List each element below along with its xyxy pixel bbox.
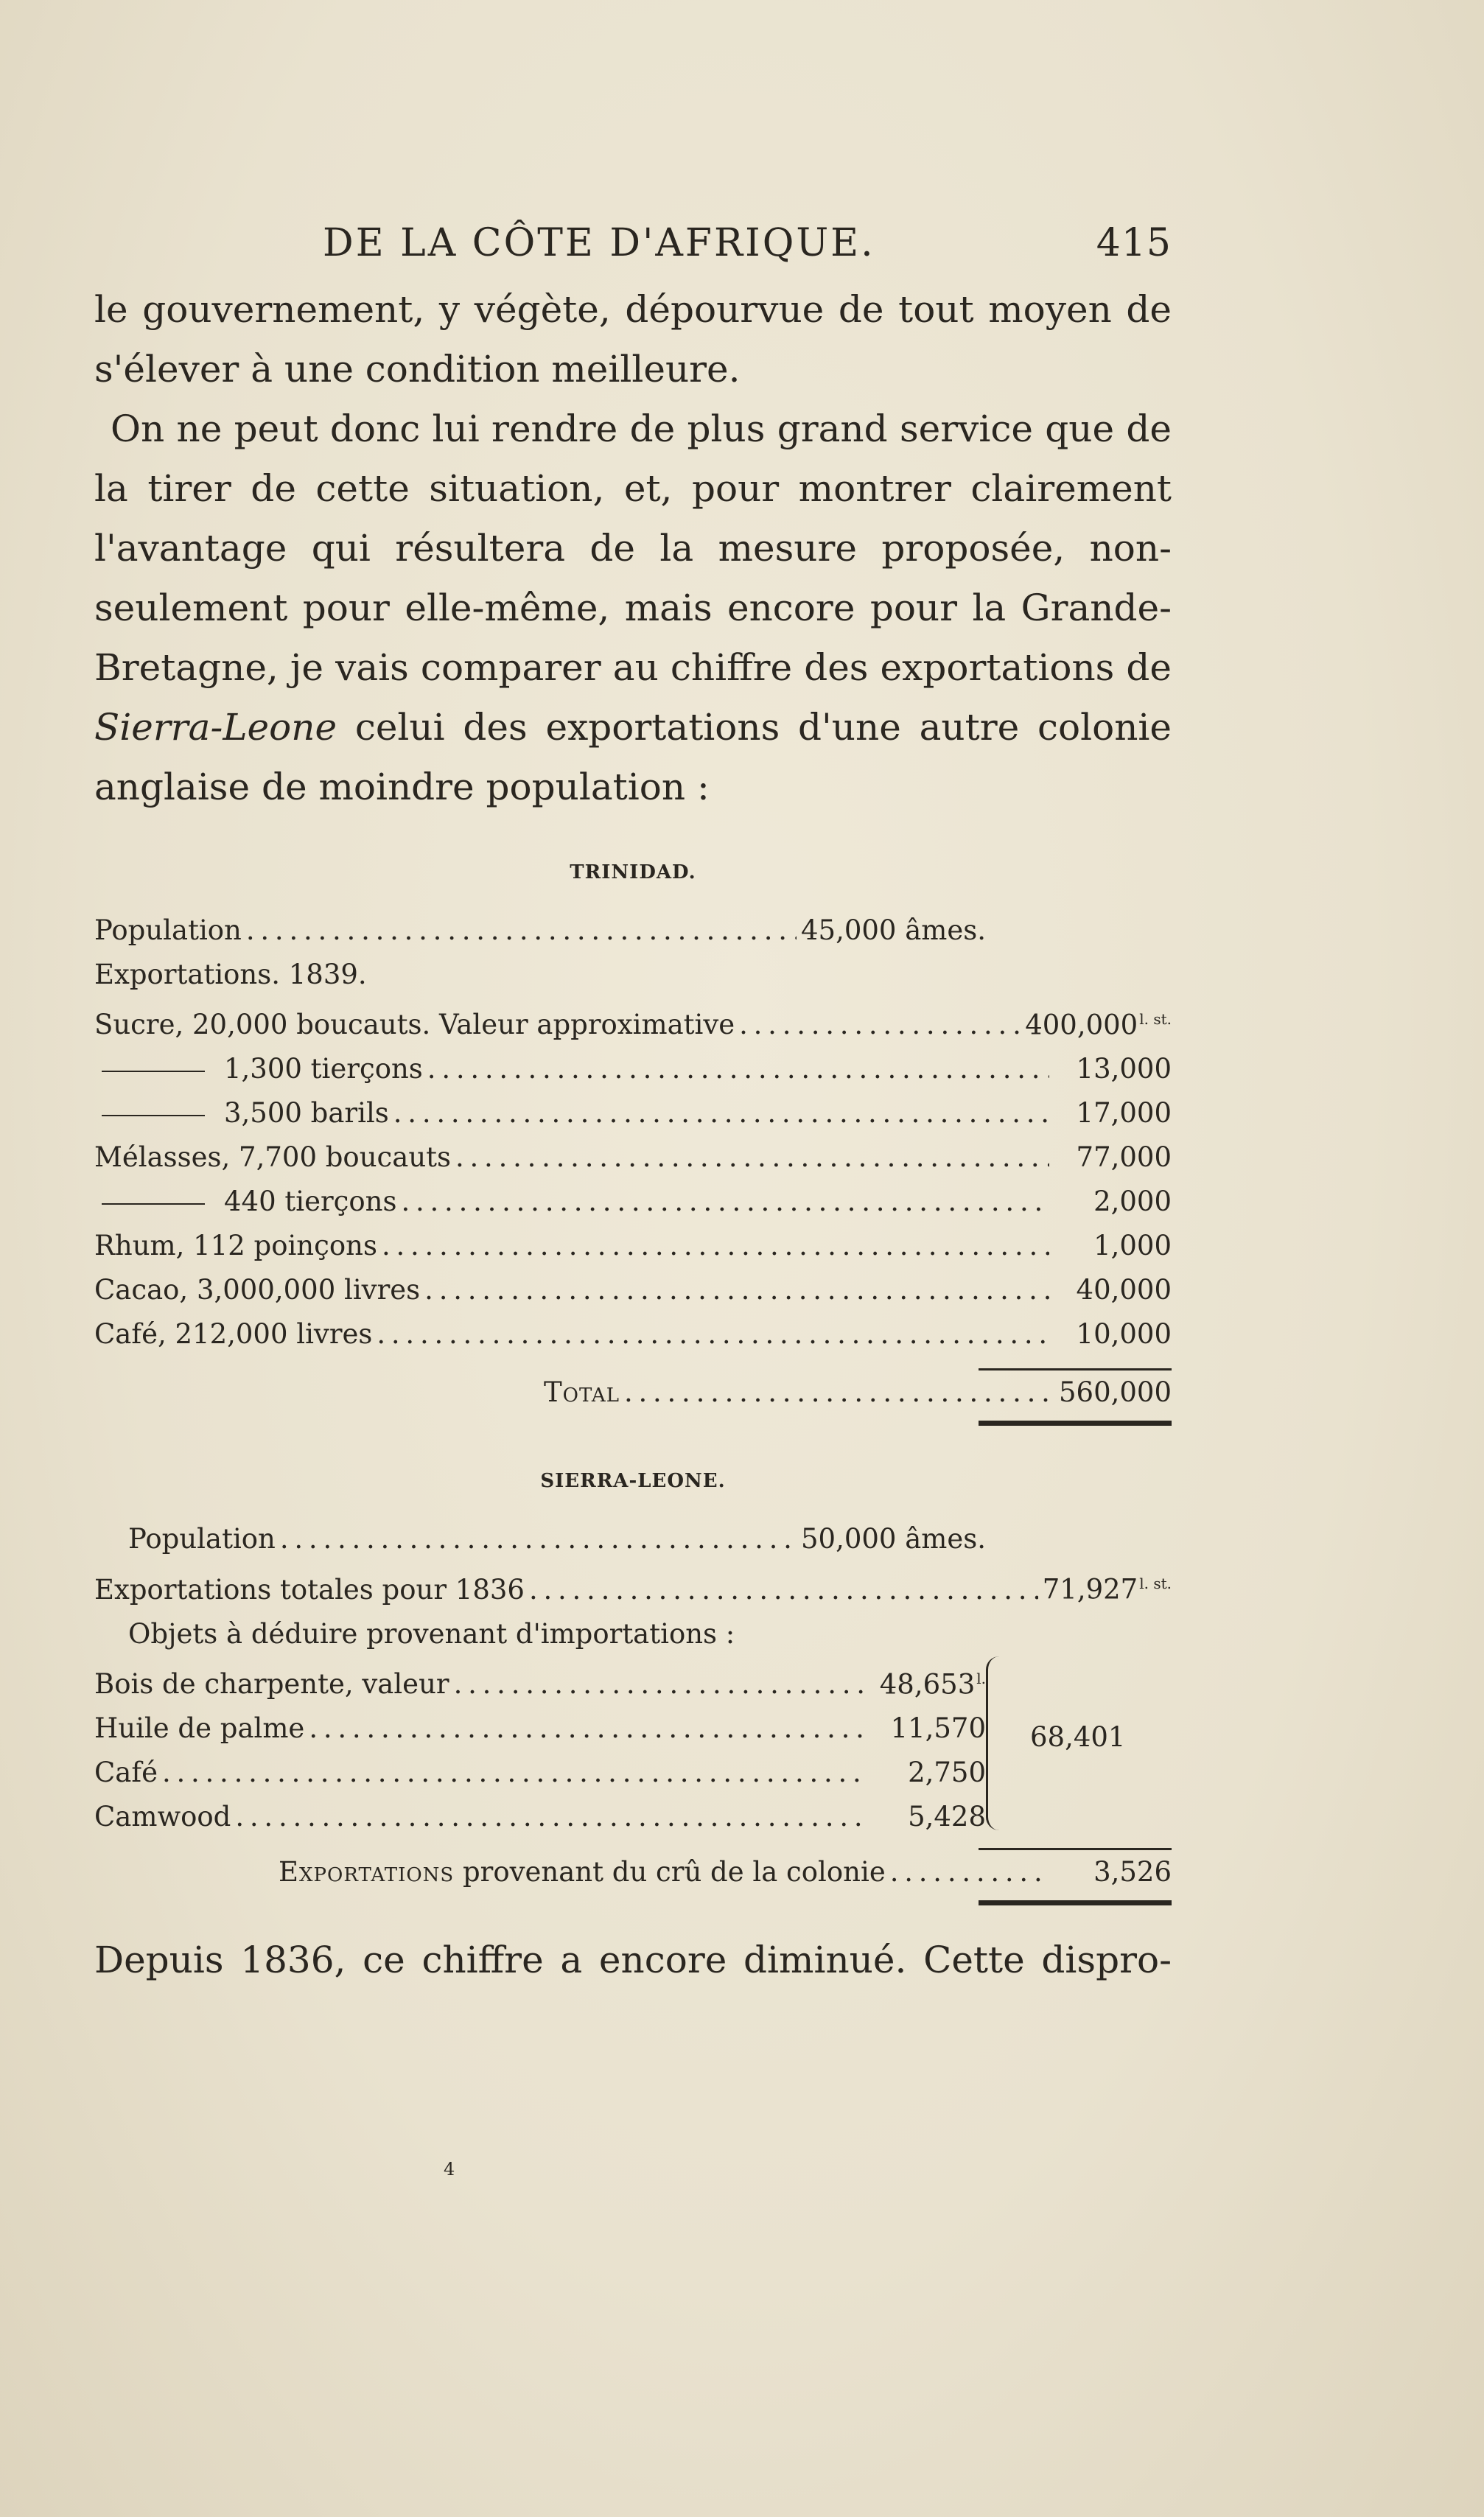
row-number: 2,000 [1093, 1186, 1172, 1218]
row-value [1054, 1312, 1172, 1356]
row-value [1054, 1135, 1172, 1180]
row-number: 400,000 [1025, 1009, 1138, 1041]
label-rest: provenant du crû de la colonie [462, 1855, 886, 1888]
running-header [94, 221, 1172, 280]
leader-dots [890, 1850, 1049, 1894]
prose-block [94, 280, 1172, 817]
unit-sup: l. [976, 1669, 986, 1687]
population-value: 50,000 âmes. [800, 1523, 986, 1555]
row-label: Rhum, 112 poinçons [94, 1230, 377, 1262]
unit-sup: l. st. [1139, 1010, 1172, 1028]
row-number: 77,000 [1076, 1141, 1172, 1174]
trinidad-export-row [94, 1312, 1172, 1356]
label-small-caps: Exportations [279, 1855, 455, 1888]
row-number: 1,000 [1093, 1230, 1172, 1262]
row-number: 5,428 [908, 1800, 986, 1832]
row-value [1054, 1091, 1172, 1135]
trinidad-export-row [94, 1180, 1172, 1224]
leader-dots [246, 909, 797, 953]
trinidad-export-row [94, 1224, 1172, 1268]
row-number: 40,000 [1076, 1274, 1172, 1306]
row-label: 440 tierçons [94, 1180, 396, 1224]
trinidad-population-row [94, 909, 986, 953]
total-exports-value [1043, 1561, 1172, 1611]
colony-exports-label [279, 1850, 886, 1894]
row-label: 3,500 barils [94, 1091, 389, 1135]
deduction-rows [94, 1656, 986, 1839]
leader-dots [280, 1517, 797, 1561]
colony-exports-value: 3,526 [1093, 1855, 1172, 1888]
paragraph-comparison: On ne peut donc lui rendre de plus grand service que de la tirer de cette situation, et, pour montrer clairement l'avantage qui résultera de la mesure proposée, non-seulement pour elle-même, mais encore pour la Grande-Bretagne, je vais comparer au chiffre des exportations de Sierra-Leone celui des exportations d'une autre colonie anglaise de moindre population : [94, 407, 1172, 808]
population-value: 45,000 âmes. [800, 914, 986, 946]
row-number: 10,000 [1076, 1318, 1172, 1351]
total-label: Total [544, 1376, 620, 1409]
grouping-brace [986, 1656, 1018, 1830]
leader-dots [624, 1370, 1049, 1415]
leader-dots [455, 1135, 1049, 1180]
row-value [1054, 1224, 1172, 1268]
italic-place-name: Sierra-Leone [94, 706, 337, 749]
deduction-row [94, 1751, 986, 1795]
trinidad-export-row [94, 997, 1172, 1047]
trinidad-export-row [94, 1135, 1172, 1180]
leader-dots [424, 1268, 1049, 1312]
deduction-row [94, 1795, 986, 1839]
trinidad-export-row [94, 1091, 1172, 1135]
row-value [1054, 1268, 1172, 1312]
population-label: Population [94, 914, 242, 946]
sierra-leone-title: SIERRA-LEONE. [540, 1470, 726, 1493]
sierra-leone-table [94, 1517, 1172, 1905]
deduction-row [94, 1656, 986, 1706]
total-exports-label: Exportations totales pour 1836 [94, 1573, 525, 1606]
trinidad-exports-label: Exportations. 1839. [94, 959, 367, 990]
row-label: Café [94, 1756, 158, 1788]
row-number: 48,653 [879, 1667, 976, 1700]
row-label: Café, 212,000 livres [94, 1318, 373, 1351]
deduction-group [94, 1656, 1172, 1839]
row-value [868, 1706, 986, 1751]
row-label: Camwood [94, 1800, 231, 1832]
running-title: DE LA CÔTE D'AFRIQUE. [323, 221, 875, 265]
trinidad-title: TRINIDAD. [570, 861, 696, 883]
closing-line: Depuis 1836, ce chiffre a encore diminué. Cette dispro- [94, 1938, 1172, 1981]
row-number: 2,750 [908, 1756, 986, 1788]
page-content [94, 221, 1172, 1990]
leader-dots [427, 1047, 1049, 1091]
trinidad-export-rows [94, 997, 1172, 1356]
unit-sup: l. st. [1139, 1575, 1172, 1593]
row-label: Huile de palme [94, 1712, 305, 1744]
leader-dots [529, 1568, 1038, 1612]
row-value [868, 1656, 986, 1706]
row-value [868, 1751, 986, 1795]
row-label: Bois de charpente, valeur [94, 1667, 449, 1700]
leader-dots [377, 1312, 1049, 1356]
trinidad-export-row [94, 1268, 1172, 1312]
population-label: Population [128, 1523, 276, 1555]
row-value [1025, 997, 1172, 1047]
sierra-total-exports-row [94, 1561, 1172, 1611]
deduction-total: 68,401 [1030, 1720, 1126, 1753]
leader-dots [393, 1091, 1049, 1135]
row-value [1054, 1047, 1172, 1091]
row-value [1054, 1180, 1172, 1224]
total-value: 560,000 [1058, 1376, 1172, 1409]
total-double-rule [979, 1421, 1172, 1426]
row-number: 17,000 [1076, 1097, 1172, 1130]
sierra-population-row [94, 1517, 986, 1561]
trinidad-total-row [94, 1370, 1172, 1415]
row-number: 13,000 [1076, 1053, 1172, 1085]
result-double-rule [979, 1900, 1172, 1905]
leader-dots [309, 1706, 864, 1751]
signature-mark: 4 [444, 2159, 455, 2180]
leader-dots [739, 1003, 1021, 1047]
total-exports-number: 71,927 [1042, 1573, 1138, 1606]
deduct-label: Objets à déduire provenant d'importations : [128, 1617, 735, 1650]
row-value [868, 1795, 986, 1839]
leader-dots [382, 1224, 1049, 1268]
row-number: 11,570 [890, 1712, 986, 1744]
leader-dots [235, 1795, 864, 1839]
row-label: Cacao, 3,000,000 livres [94, 1274, 421, 1306]
leader-dots [454, 1662, 864, 1706]
leader-dots [162, 1751, 864, 1795]
paragraph-continuation: le gouvernement, y végète, dépourvue de tout moyen de s'élever à une condition meilleure. [94, 288, 1172, 391]
page-number: 415 [1096, 221, 1172, 265]
row-label: Sucre, 20,000 boucauts. Valeur approximative [94, 1009, 735, 1041]
deduction-row [94, 1706, 986, 1751]
trinidad-export-row [94, 1047, 1172, 1091]
row-label: Mélasses, 7,700 boucauts [94, 1141, 451, 1174]
colony-exports-row [94, 1850, 1172, 1894]
row-label: 1,300 tierçons [94, 1047, 423, 1091]
leader-dots [401, 1180, 1049, 1224]
trinidad-table [94, 909, 1172, 1426]
